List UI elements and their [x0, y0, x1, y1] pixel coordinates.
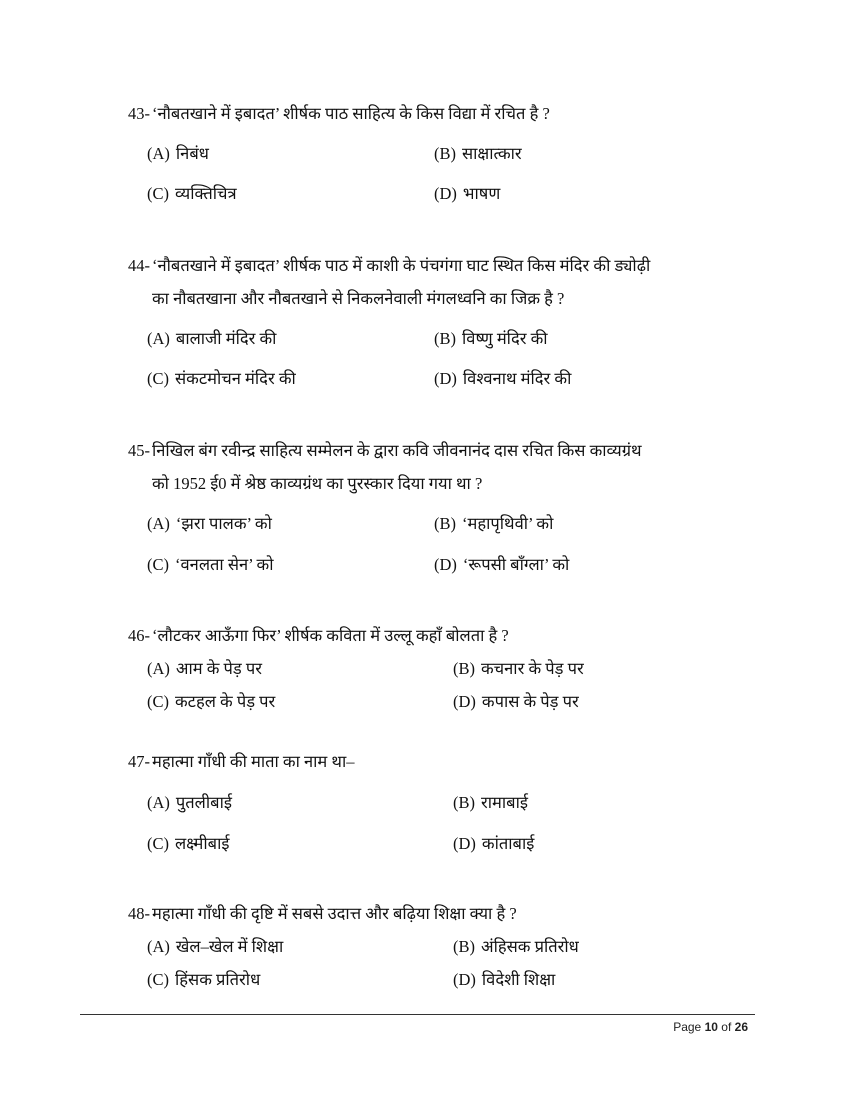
question-number: 46-: [128, 626, 150, 645]
question-48: [128, 904, 752, 924]
page-number: [673, 1020, 748, 1034]
option-d: (D) कपास के पेड़ पर: [453, 692, 579, 711]
of-word: of: [721, 1020, 732, 1034]
page-word: Page: [673, 1020, 702, 1034]
question-stem: [128, 104, 752, 124]
option-a: (A) आम के पेड़ पर: [147, 659, 263, 678]
question-stem: [128, 904, 752, 924]
question-45: [128, 441, 752, 494]
option-b: (B) रामाबाई: [453, 793, 528, 812]
option-a: (A) पुतलीबाई: [147, 793, 232, 812]
option-b: (B) ‘महापृथिवी’ को: [434, 514, 554, 533]
option-a: (A) निबंध: [147, 144, 209, 163]
question-number: 45-: [128, 441, 150, 460]
question-47: [128, 752, 752, 772]
option-b: (B) साक्षात्कार: [434, 144, 522, 163]
question-text: महात्मा गाँधी की दृष्टि में सबसे उदात्त और बढ़िया शिक्षा क्या है ?: [152, 904, 517, 923]
current-page: 10: [704, 1020, 718, 1034]
option-d: (D) विश्वनाथ मंदिर की: [434, 369, 572, 388]
question-number: 48-: [128, 904, 150, 923]
question-43: [128, 104, 752, 124]
option-d: (D) कांताबाई: [453, 834, 535, 853]
question-stem: [128, 256, 752, 276]
question-stem: [128, 626, 752, 646]
footer-divider: [80, 1014, 755, 1015]
option-d: (D) ‘रूपसी बाँग्ला’ को: [434, 555, 570, 574]
question-number: 44-: [128, 256, 150, 275]
question-stem: [128, 441, 752, 461]
option-c: (C) कटहल के पेड़ पर: [147, 692, 276, 711]
option-c: (C) संकटमोचन मंदिर की: [147, 369, 296, 388]
question-text: ‘नौबतखाने में इबादत’ शीर्षक पाठ में काशी के पंचगंगा घाट स्थित किस मंदिर की ड्योढ़ी: [152, 256, 651, 275]
question-text: ‘लौटकर आऊँगा फिर’ शीर्षक कविता में उल्लू कहाँ बोलता है ?: [152, 626, 509, 645]
question-number: 47-: [128, 752, 150, 771]
option-c: (C) व्यक्तिचित्र: [147, 184, 237, 203]
question-46: [128, 626, 752, 646]
option-d: (D) विदेशी शिक्षा: [453, 970, 556, 989]
option-b: (B) कचनार के पेड़ पर: [453, 659, 584, 678]
option-b: (B) विष्णु मंदिर की: [434, 329, 548, 348]
option-a: (A) ‘झरा पालक’ को: [147, 514, 272, 533]
option-a: (A) बालाजी मंदिर की: [147, 329, 277, 348]
question-44: [128, 256, 752, 309]
question-number: 43-: [128, 104, 150, 123]
option-d: (D) भाषण: [434, 184, 501, 203]
question-text: ‘नौबतखाने में इबादत’ शीर्षक पाठ साहित्य के किस विद्या में रचित है ?: [152, 104, 550, 123]
option-c: (C) लक्ष्मीबाई: [147, 834, 230, 853]
question-continuation: का नौबतखाना और नौबतखाने से निकलनेवाली मंगलध्वनि का जिक्र है ?: [152, 289, 565, 308]
option-a: (A) खेल–खेल में शिक्षा: [147, 937, 284, 956]
option-c: (C) हिंसक प्रतिरोध: [147, 970, 261, 989]
question-continuation: को 1952 ई0 में श्रेष्ठ काव्यग्रंथ का पुरस्कार दिया गया था ?: [152, 474, 483, 493]
total-pages: 26: [734, 1020, 748, 1034]
option-b: (B) अंहिसक प्रतिरोध: [453, 937, 579, 956]
option-c: (C) ‘वनलता सेन’ को: [147, 555, 274, 574]
question-text: महात्मा गाँधी की माता का नाम था–: [152, 752, 355, 771]
question-text: निखिल बंग रवीन्द्र साहित्य सम्मेलन के द्वारा कवि जीवनानंद दास रचित किस काव्यग्रंथ: [152, 441, 642, 460]
question-stem: [128, 752, 752, 772]
